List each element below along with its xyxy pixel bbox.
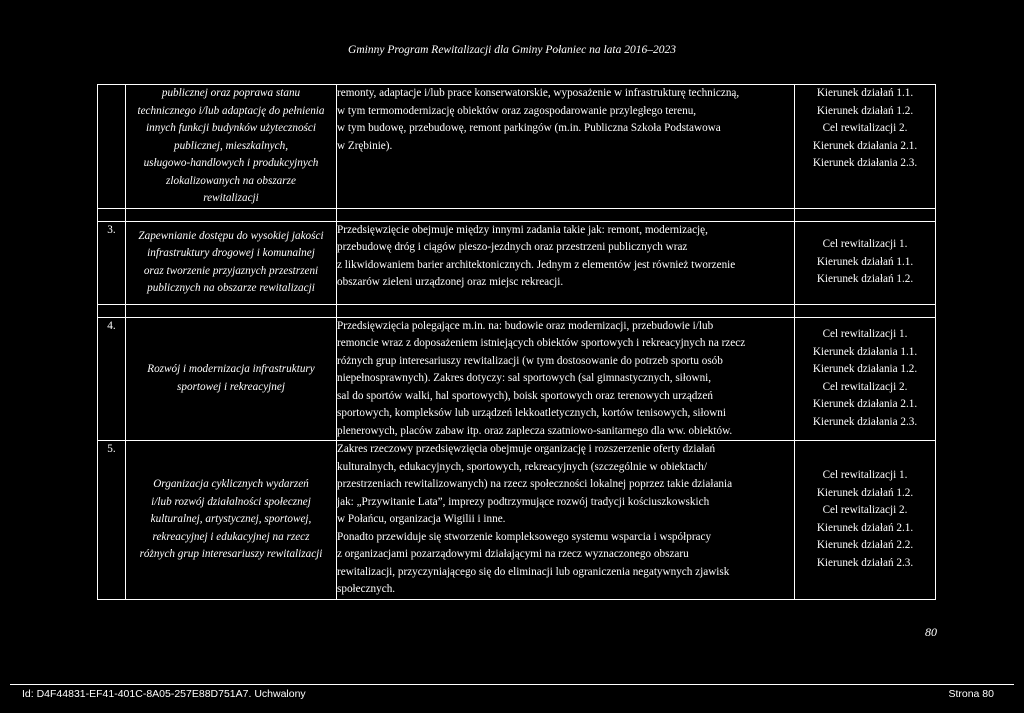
project-name-line: oraz tworzenie przyjaznych przestrzeni [143, 264, 319, 277]
project-description-line: remoncie wraz z doposażeniem istniejących obiektów sportowych i rekreacyjnych na rzecz [337, 337, 746, 349]
project-description-line: przebudowę dróg i ciągów pieszo-jezdnych oraz przestrzeni publicznych wraz [337, 241, 688, 253]
project-goals-cell [795, 85, 936, 209]
table-row [98, 441, 936, 600]
row-number: 4. [98, 317, 126, 441]
footer-divider [10, 684, 1014, 685]
project-description-line: z organizacjami pozarządowymi działającymi na rzecz wyznaczonego obszaru [337, 548, 689, 560]
project-goal-line: Cel rewitalizacji 2. [822, 122, 908, 134]
project-description-cell [337, 85, 795, 209]
project-name-cell [126, 317, 337, 441]
project-goal-line: Kierunek działań 1.1. [816, 87, 914, 99]
spacer-cell [795, 208, 936, 221]
project-name-line: i/lub rozwój działalności społecznej [151, 495, 311, 508]
project-name-line: publicznych na obszarze rewitalizacji [147, 282, 315, 294]
project-description-line: w Zrębinie). [337, 139, 393, 152]
project-name-line: kulturalnej, artystycznej, sportowej, [150, 513, 312, 525]
project-description-cell [337, 221, 795, 304]
document-header-title: Gminny Program Rewitalizacji dla Gminy Połaniec na lata 2016–2023 [348, 44, 676, 56]
projects-table [97, 84, 936, 600]
row-number: 5. [98, 441, 126, 600]
project-description-line: obszarów zieleni urządzonej oraz miejsc rekreacji. [337, 276, 564, 288]
project-goals-cell [795, 441, 936, 600]
project-name-line: publicznej, mieszkalnych, [173, 139, 289, 152]
project-goal-line: Kierunek działania 2.1. [812, 398, 918, 411]
project-name-line: infrastruktury drogowej i komunalnej [147, 247, 315, 259]
project-goals-cell [795, 317, 936, 441]
project-goal-line: Kierunek działania 1.1. [812, 345, 918, 358]
project-goal-line: Kierunek działania 1.2. [812, 363, 918, 376]
row-number [98, 85, 126, 209]
table-row [98, 221, 936, 304]
project-description-line: Przedsięwzięcia polegające m.in. na: budowie oraz modernizacji, przebudowie i/lub [337, 319, 714, 332]
spacer-cell [337, 208, 795, 221]
project-name-cell [126, 85, 337, 209]
project-goal-line: Cel rewitalizacji 1. [822, 238, 908, 251]
project-description-line: sal do sportów walki, hal sportowych), boisk sportowych oraz terenowych urządzeń [337, 389, 713, 402]
project-name-line: rekreacyjnej i edukacyjnej na rzecz [152, 530, 310, 543]
project-name-line: różnych grup interesariuszy rewitalizacji [139, 548, 323, 560]
project-description-line: w tym budowę, przebudowę, remont parkingów (m.in. Publiczna Szkoła Podstawowa [337, 122, 721, 134]
project-goal-line: Kierunek działania 2.3. [812, 415, 918, 428]
spacer-cell [98, 208, 126, 221]
footer-document-id: Id: D4F44831-EF41-401C-8A05-257E88D751A7. Uchwalony [22, 688, 306, 700]
project-name-line: Organizacja cyklicznych wydarzeń [153, 478, 309, 490]
project-goal-line: Kierunek działań 1.2. [816, 104, 914, 117]
project-goal-line: Kierunek działania 2.1. [812, 139, 918, 152]
project-description-line: różnych grup interesariuszy rewitalizacji (w tym dostosowanie do potrzeb sportu osób [337, 354, 723, 367]
spacer-cell [126, 208, 337, 221]
project-name-line: innych funkcji budynków użyteczności [146, 122, 316, 134]
project-description-line: niepełnosprawnych). Zakres dotyczy: sal sportowych (sal gimnastycznych, siłowni, [337, 372, 712, 384]
project-goal-line: Kierunek działań 1.2. [816, 486, 914, 499]
project-goal-line: Cel rewitalizacji 2. [822, 504, 908, 517]
project-name-line: Zapewnianie dostępu do wysokiej jakości [138, 229, 324, 242]
project-description-line: sportowych, kompleksów lub urządzeń lekkoatletycznych, kortów tenisowych, siłowni [337, 407, 726, 419]
table-spacer-row [98, 304, 936, 317]
project-description-line: Przedsięwzięcie obejmuje między innymi zadania takie jak: remont, modernizację, [337, 223, 708, 236]
project-goal-line: Kierunek działań 1.1. [816, 255, 914, 268]
project-name-line: sportowej i rekreacyjnej [177, 380, 285, 393]
spacer-cell [337, 304, 795, 317]
project-name-line: rewitalizacji [203, 192, 259, 204]
project-description-line: przestrzeniach rewitalizowanych) na rzecz społeczności lokalnej poprzez takie działania [337, 478, 733, 490]
project-name-cell [126, 441, 337, 600]
spacer-cell [126, 304, 337, 317]
project-goal-line: Cel rewitalizacji 2. [822, 380, 908, 393]
project-goal-line: Kierunek działania 2.3. [812, 157, 918, 169]
project-name-line: usługowo-handlowych i produkcyjnych [143, 157, 319, 169]
project-description-line: remonty, adaptacje i/lub prace konserwatorskie, wyposażenie w infrastrukturę techniczną, [337, 87, 740, 99]
project-description-line: kulturalnych, edukacyjnych, sportowych, rekreacyjnych (szczególnie w obiektach/ [337, 460, 707, 473]
page-number: 80 [925, 625, 937, 639]
project-description-line: rewitalizacji, przyczyniającego się do eliminacji lub ograniczenia negatywnych zjawisk [337, 565, 730, 578]
project-name-line: publicznej oraz poprawa stanu [161, 87, 301, 99]
row-number: 3. [98, 221, 126, 304]
project-description-line: w tym termomodernizację obiektów oraz zagospodarowanie przyległego terenu, [337, 104, 697, 117]
spacer-cell [98, 304, 126, 317]
project-name-line: zlokalizowanych na obszarze [166, 174, 296, 187]
project-description-line: plenerowych, placów zabaw itp. oraz zaplecza szatniowo-sanitarnego dla ww. obiektów. [337, 424, 733, 437]
project-goals-cell [795, 221, 936, 304]
table-row [98, 85, 936, 209]
table-spacer-row [98, 208, 936, 221]
project-goal-line: Cel rewitalizacji 1. [822, 328, 908, 341]
project-description-line: w Połańcu, organizacja Wigilii i inne. [337, 513, 506, 525]
footer-page-label: Strona 80 [948, 688, 994, 700]
project-goal-line: Cel rewitalizacji 1. [822, 469, 908, 482]
project-name-cell [126, 221, 337, 304]
project-description-line: społecznych. [337, 583, 396, 595]
project-description-cell [337, 317, 795, 441]
table-row [98, 317, 936, 441]
project-description-line: Zakres rzeczowy przedsięwzięcia obejmuje organizację i rozszerzenie oferty działań [337, 443, 716, 455]
project-name-line: technicznego i/lub adaptację do pełnienia [137, 104, 325, 117]
project-goal-line: Kierunek działań 2.1. [816, 521, 914, 534]
project-name-line: Rozwój i modernizacja infrastruktury [147, 363, 315, 376]
project-description-line: Ponadto przewiduje się stworzenie kompleksowego systemu wsparcia i współpracy [337, 530, 712, 543]
project-description-cell [337, 441, 795, 600]
project-description-line: z likwidowaniem barier architektonicznych. Jednym z elementów jest również tworzenie [337, 258, 736, 271]
project-goal-line: Kierunek działań 2.3. [816, 556, 914, 569]
project-goal-line: Kierunek działań 1.2. [816, 273, 914, 286]
spacer-cell [795, 304, 936, 317]
project-goal-line: Kierunek działań 2.2. [816, 539, 914, 552]
project-description-line: jak: „Przywitanie Lata”, imprezy podtrzymujące rozwój tradycji kościuszkowskich [337, 495, 710, 508]
